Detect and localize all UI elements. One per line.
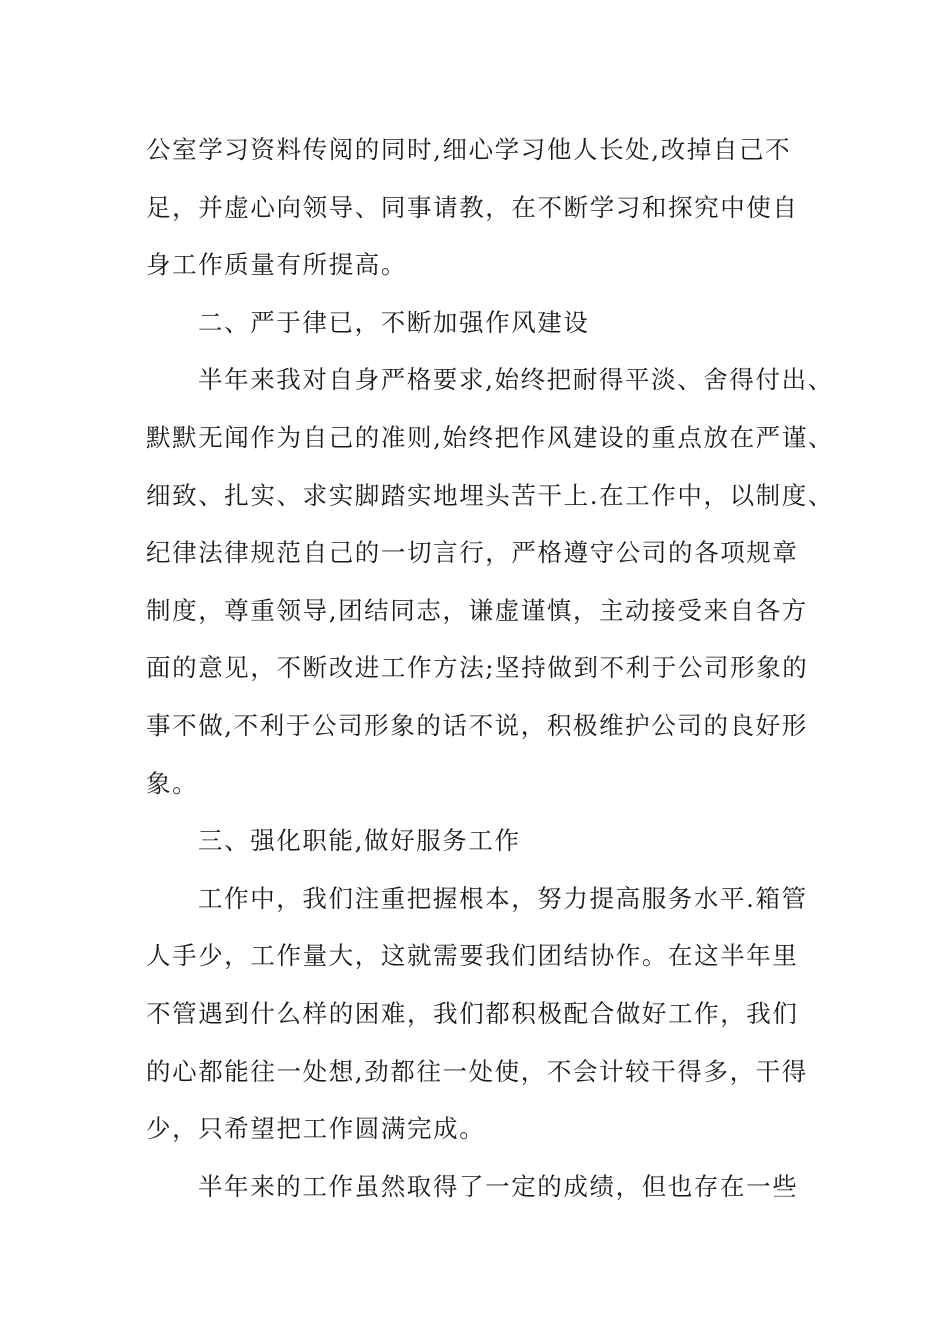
paragraph-line: 细致、扎实、求实脚踏实地埋头苦干上.在工作中，以制度、 — [146, 480, 834, 510]
paragraph-line: 人手少，工作量大，这就需要我们团结协作。在这半年里 — [146, 941, 799, 971]
paragraph-line: 面的意见，不断改进工作方法;坚持做到不利于公司形象的 — [146, 653, 809, 683]
paragraph-line: 象。 — [146, 768, 199, 798]
paragraph-line: 半年来我对自身严格要求,始终把耐得平淡、舍得付出、 — [198, 365, 834, 395]
paragraph-line: 工作中，我们注重把握根本，努力提高服务水平.箱管 — [198, 883, 808, 913]
paragraph-line: 半年来的工作虽然取得了一定的成绩，但也存在一些 — [198, 1171, 799, 1201]
paragraph-line: 制度，尊重领导,团结同志，谦虚谨慎，主动接受来自各方 — [146, 595, 808, 625]
paragraph-line: 足，并虚心向领导、同事请教，在不断学习和探究中使自 — [146, 192, 799, 222]
paragraph-line: 身工作质量有所提高。 — [146, 250, 407, 280]
paragraph-line: 事不做,不利于公司形象的话不说，积极维护公司的良好形 — [146, 710, 808, 740]
paragraph-line: 纪律法律规范自己的一切言行，严格遵守公司的各项规章 — [146, 538, 799, 568]
section-heading: 三、强化职能,做好服务工作 — [198, 826, 521, 856]
paragraph-line: 默默无闻作为自己的准则,始终把作风建设的重点放在严谨、 — [146, 422, 834, 452]
paragraph-line: 公室学习资料传阅的同时,细心学习他人长处,改掉自己不 — [146, 135, 792, 164]
section-heading: 二、严于律已，不断加强作风建设 — [198, 307, 590, 337]
paragraph-line: 的心都能往一处想,劲都往一处使，不会计较干得多，干得 — [146, 1056, 808, 1086]
paragraph-line: 不管遇到什么样的困难，我们都积极配合做好工作，我们 — [146, 998, 799, 1028]
paragraph-line: 少，只希望把工作圆满完成。 — [146, 1114, 486, 1144]
document-body — [146, 126, 834, 1220]
